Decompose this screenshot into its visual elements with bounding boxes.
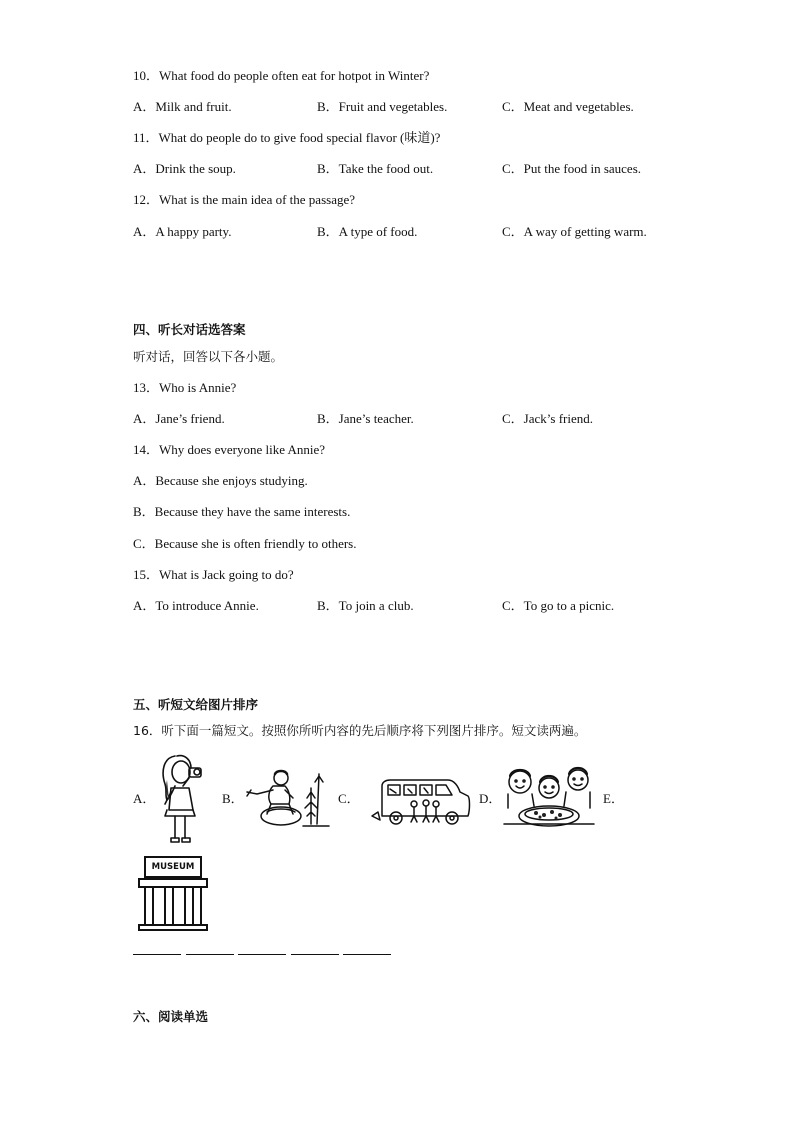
question-14-option-a: A．Because she enjoys studying.: [133, 473, 308, 488]
question-13-stem: 13．Who is Annie?: [133, 380, 237, 395]
answer-blank-2[interactable]: [186, 954, 234, 955]
question-14-stem: 14．Why does everyone like Annie?: [133, 442, 326, 457]
question-11-stem: 11．What do people do to give food special flavor (味道)?: [133, 130, 441, 145]
museum-building-icon: [137, 855, 209, 931]
boy-planting-icon: [245, 768, 331, 830]
picture-a-label: A．: [133, 791, 156, 806]
question-10-option-c: C．Meat and vegetables.: [502, 99, 634, 114]
question-15-option-a: A．To introduce Annie.: [133, 598, 259, 613]
museum-sign-text: MUSEUM: [151, 862, 195, 872]
section-4-title: 四、听长对话选答案: [133, 322, 246, 337]
question-12-stem: 12．What is the main idea of the passage?: [133, 192, 356, 207]
question-15-option-b: B．To join a club.: [317, 598, 414, 613]
question-14-option-c: C．Because she is often friendly to others.: [133, 536, 357, 551]
question-10-stem: 10．What food do people often eat for hotpot in Winter?: [133, 68, 430, 83]
children-eating-icon: [500, 764, 598, 834]
answer-blank-3[interactable]: [238, 954, 286, 955]
question-12-option-b: B．A type of food.: [317, 224, 418, 239]
question-10-option-a: A．Milk and fruit.: [133, 99, 232, 114]
section-5-title: 五、听短文给图片排序: [133, 697, 259, 712]
question-12-option-c: C．A way of getting warm.: [502, 224, 647, 239]
question-11-option-a: A．Drink the soup.: [133, 161, 236, 176]
picture-e-label: E．: [603, 791, 624, 806]
question-14-option-b: B．Because they have the same interests.: [133, 504, 351, 519]
question-10-option-b: B．Fruit and vegetables.: [317, 99, 448, 114]
picture-c-label: C．: [338, 791, 360, 806]
question-13-option-b: B．Jane’s teacher.: [317, 411, 414, 426]
picture-b-label: B．: [222, 791, 244, 806]
question-12-option-a: A．A happy party.: [133, 224, 232, 239]
school-bus-icon: [370, 776, 474, 828]
question-13-option-c: C．Jack’s friend.: [502, 411, 593, 426]
section-4-instruction: 听对话，回答以下各小题。: [133, 349, 284, 364]
question-15-option-c: C．To go to a picnic.: [502, 598, 615, 613]
question-16-stem: 16．听下面一篇短文。按照你所听内容的先后顺序将下列图片排序。短文读两遍。: [133, 723, 587, 738]
question-13-option-a: A．Jane’s friend.: [133, 411, 225, 426]
question-15-stem: 15．What is Jack going to do?: [133, 567, 294, 582]
answer-blank-1[interactable]: [133, 954, 181, 955]
question-11-option-b: B．Take the food out.: [317, 161, 434, 176]
answer-blank-5[interactable]: [343, 954, 391, 955]
answer-blank-4[interactable]: [291, 954, 339, 955]
picture-d-label: D．: [479, 791, 502, 806]
question-11-option-c: C．Put the food in sauces.: [502, 161, 642, 176]
girl-taking-photo-icon: [155, 752, 211, 848]
section-6-title: 六、阅读单选: [133, 1009, 209, 1024]
